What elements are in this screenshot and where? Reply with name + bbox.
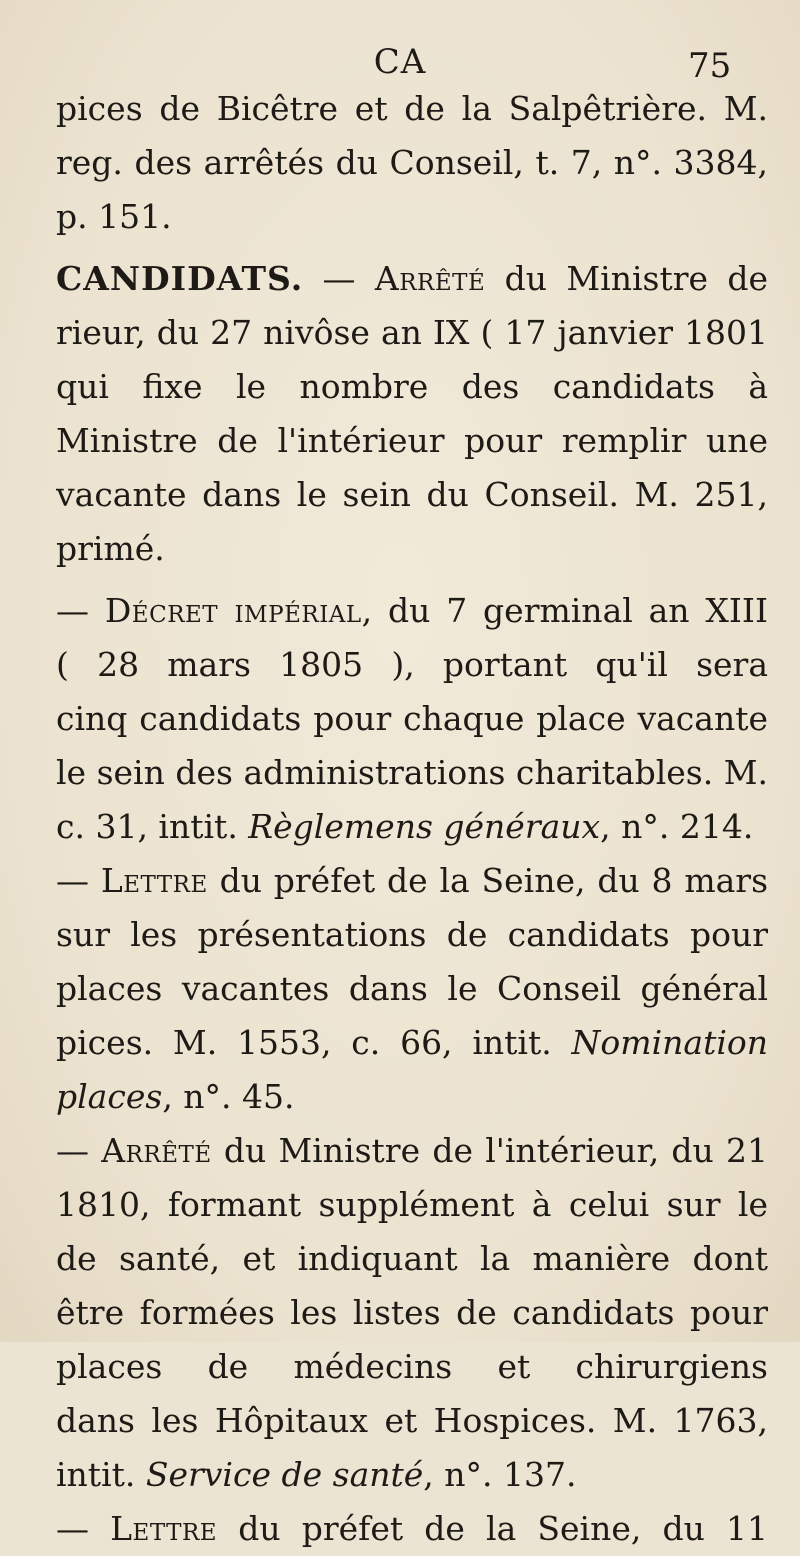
text-line: ( 28 mars 1805 ), portant qu'il sera [56,645,768,684]
text-line: de santé, et indiquant la manière dont [56,1239,768,1278]
text-line: places de médecins et chirurgiens [56,1347,768,1386]
text-line: c. 31, intit. Règlemens généraux, n°. 214. [56,807,754,846]
text-line: — Décret impérial, du 7 germinal an XIII [56,591,768,630]
text-line: rieur, du 27 nivôse an IX ( 17 janvier 1801 [56,313,768,352]
text-line: le sein des administrations charitables. M. [56,753,768,792]
page-number: 75 [688,46,732,86]
text-line: — Arrêté du Ministre de l'intérieur, du 21 [56,1131,768,1170]
paragraph-gap [56,244,768,252]
paragraph-gap [56,576,768,584]
text-line: intit. Service de santé, n°. 137. [56,1455,577,1494]
text-line: — Lettre du préfet de la Seine, du 8 mars [56,861,768,900]
text-line: CANDIDATS. — Arrêté du Ministre de [56,259,768,298]
text-line: pices. M. 1553, c. 66, intit. Nomination [56,1023,768,1062]
text-line: — Lettre du préfet de la Seine, du 11 [56,1509,768,1548]
text-line: pices de Bicêtre et de la Salpêtrière. M. [56,89,768,128]
text-line: vacante dans le sein du Conseil. M. 251, [56,475,768,514]
text-line: reg. des arrêtés du Conseil, t. 7, n°. 3384, [56,143,768,182]
text-line: sur les présentations de candidats pour [56,915,768,954]
running-head: CA [373,42,427,82]
text-line: places, n°. 45. [56,1077,295,1116]
body-text [56,82,768,1556]
text-line: 1810, formant supplément à celui sur le [56,1185,768,1224]
text-line: dans les Hôpitaux et Hospices. M. 1763, [56,1401,768,1440]
text-line: Ministre de l'intérieur pour remplir une [56,421,768,460]
text-line: qui fixe le nombre des candidats à [56,367,768,406]
text-line: être formées les listes de candidats pour [56,1293,768,1332]
text-line: p. 151. [56,197,172,236]
text-line: places vacantes dans le Conseil général [56,969,768,1008]
text-line: primé. [56,529,165,568]
text-line: cinq candidats pour chaque place vacante [56,699,768,738]
